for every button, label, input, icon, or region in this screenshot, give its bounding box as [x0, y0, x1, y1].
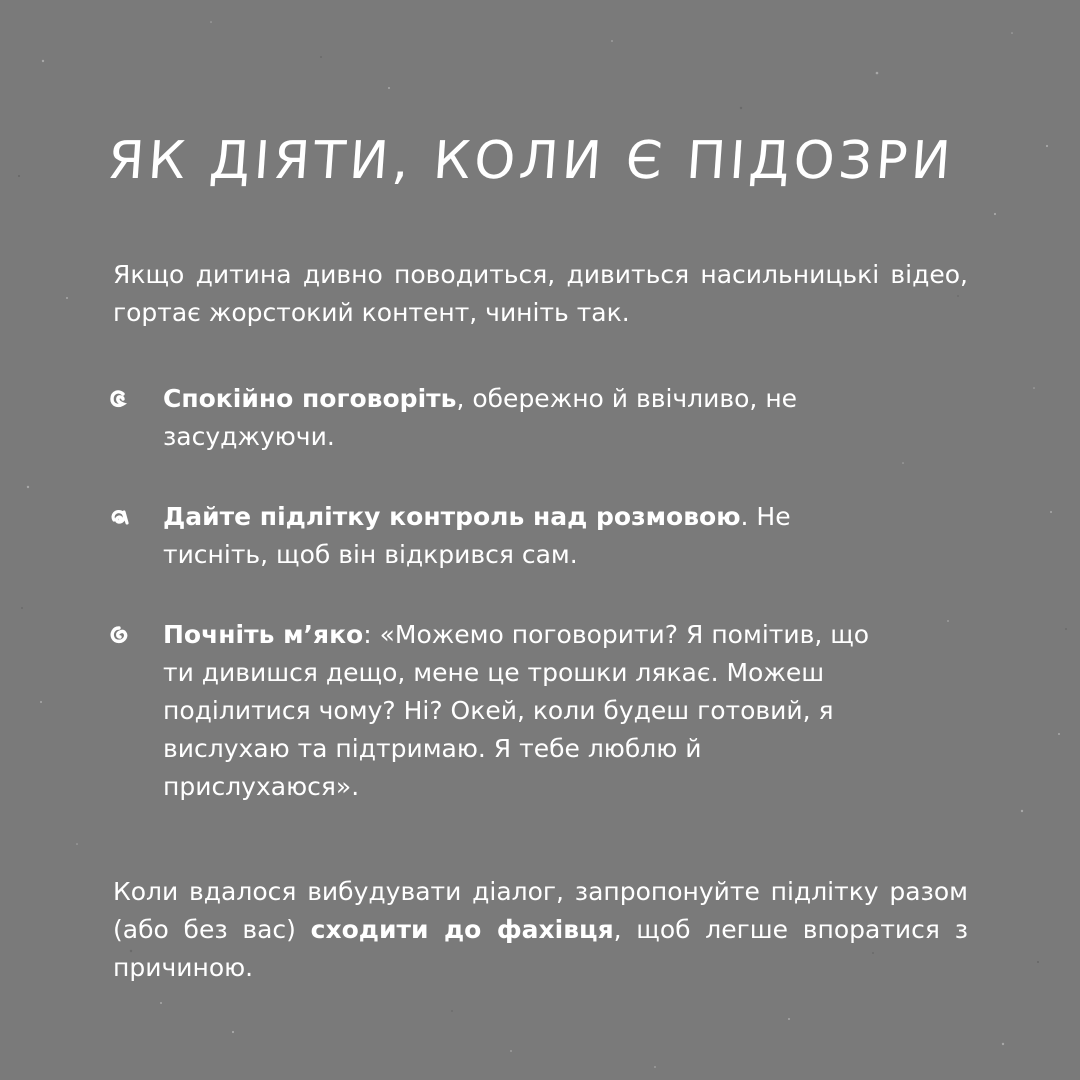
- tip-text: . Не тисніть, щоб він відкрився сам.: [163, 502, 791, 569]
- tip-heading: Спокійно поговоріть: [163, 384, 457, 413]
- list-item: [108, 498, 888, 574]
- tip-heading: Почніть м’яко: [163, 620, 364, 649]
- outro-text-start: Коли вдалося вибудувати діалог, запропонуйте підлітку разом (або без вас): [113, 877, 968, 944]
- list-item: [108, 380, 888, 456]
- outro-paragraph: [113, 873, 968, 987]
- intro-paragraph: Якщо дитина дивно поводиться, дивиться насильницькі відео, гортає жорстокий контент, чиніть так.: [113, 260, 968, 327]
- tip-text: : «Можемо поговорити? Я помітив, що ти дивишся дещо, мене це трошки лякає. Можеш поділитися чому? Ні? Окей, коли будеш готовий, я вислухаю та підтримаю. Я тебе люблю й прислухаюся».: [163, 620, 870, 801]
- tips-list: [108, 380, 888, 806]
- outro-highlight: сходити до фахівця: [310, 915, 614, 944]
- page-title: ЯК ДІЯТИ, КОЛИ Є ПІДОЗРИ: [105, 131, 957, 191]
- swirl-bullet-icon: [108, 624, 130, 646]
- outro-text-end: , щоб легше впоратися з причиною.: [113, 915, 968, 982]
- tip-text: , обережно й ввічливо, не засуджуючи.: [163, 384, 798, 451]
- swirl-bullet-icon: [108, 388, 130, 410]
- swirl-bullet-icon: [108, 506, 130, 528]
- tip-heading: Дайте підлітку контроль над розмовою: [163, 502, 741, 531]
- list-item: [108, 616, 888, 806]
